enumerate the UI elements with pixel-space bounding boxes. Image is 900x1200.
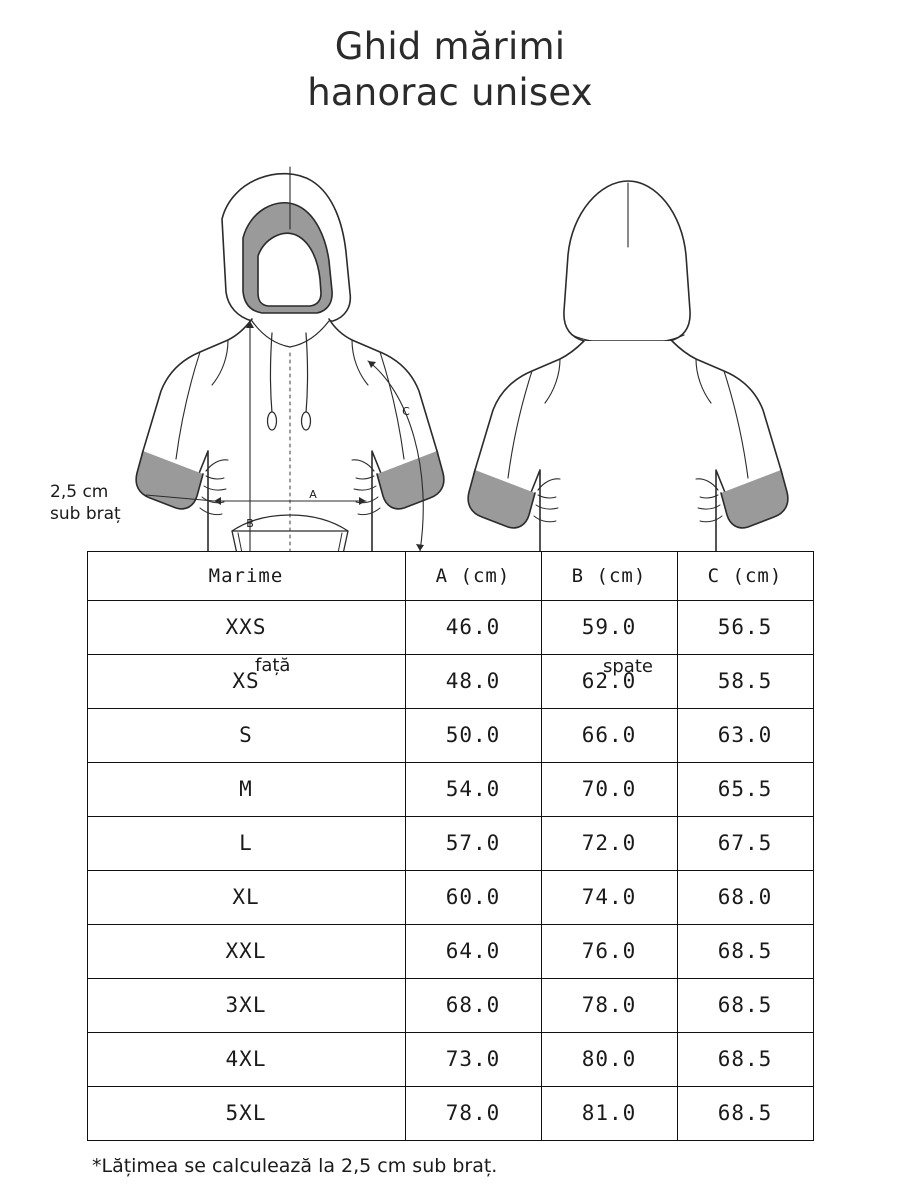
caption-back: spate [603, 655, 653, 677]
cell-b: 72.0 [541, 816, 677, 870]
underarm-annotation [50, 481, 121, 525]
cell-size: XL [87, 870, 405, 924]
cell-a: 64.0 [405, 924, 541, 978]
cell-c: 68.5 [677, 1086, 813, 1140]
cell-b: 80.0 [541, 1032, 677, 1086]
cell-b: 59.0 [541, 600, 677, 654]
cell-size: L [87, 816, 405, 870]
cell-c: 63.0 [677, 708, 813, 762]
underarm-annotation-line-1: 2,5 cm [50, 481, 109, 502]
table-row [87, 978, 813, 1032]
page-title [0, 0, 900, 117]
cell-b: 81.0 [541, 1086, 677, 1140]
table-row [87, 654, 813, 708]
table-header-row [87, 551, 813, 600]
cell-c: 58.5 [677, 654, 813, 708]
cell-c: 68.0 [677, 870, 813, 924]
cell-size: 5XL [87, 1086, 405, 1140]
table-row [87, 1086, 813, 1140]
cell-size: 3XL [87, 978, 405, 1032]
column-header-size: Marime [87, 551, 405, 600]
page-title-line-1: Ghid mărimi [334, 25, 566, 68]
cell-c: 68.5 [677, 978, 813, 1032]
svg-text:B: B [246, 516, 254, 530]
cell-b: 78.0 [541, 978, 677, 1032]
cell-b: 66.0 [541, 708, 677, 762]
column-header-c: C (cm) [677, 551, 813, 600]
footnote: *Lățimea se calculează la 2,5 cm sub braț. [92, 1154, 498, 1177]
cell-size: S [87, 708, 405, 762]
cell-size: M [87, 762, 405, 816]
svg-text:C: C [402, 404, 410, 418]
table-row [87, 1032, 813, 1086]
cell-a: 68.0 [405, 978, 541, 1032]
table-row [87, 708, 813, 762]
cell-size: 4XL [87, 1032, 405, 1086]
table-row [87, 870, 813, 924]
cell-b: 74.0 [541, 870, 677, 924]
cell-c: 68.5 [677, 1032, 813, 1086]
cell-a: 57.0 [405, 816, 541, 870]
caption-front: față [255, 654, 291, 676]
table-row [87, 816, 813, 870]
table-row [87, 924, 813, 978]
cell-c: 68.5 [677, 924, 813, 978]
svg-text:A: A [309, 487, 317, 501]
cell-a: 78.0 [405, 1086, 541, 1140]
cell-a: 73.0 [405, 1032, 541, 1086]
cell-c: 65.5 [677, 762, 813, 816]
cell-b: 76.0 [541, 924, 677, 978]
column-header-a: A (cm) [405, 551, 541, 600]
page-title-line-2: hanorac unisex [307, 71, 593, 115]
cell-a: 54.0 [405, 762, 541, 816]
table-row [87, 762, 813, 816]
cell-a: 60.0 [405, 870, 541, 924]
hoodie-front-view [136, 167, 444, 551]
cell-a: 50.0 [405, 708, 541, 762]
cell-c: 56.5 [677, 600, 813, 654]
cell-b: 70.0 [541, 762, 677, 816]
cell-a: 46.0 [405, 600, 541, 654]
cell-size: XXS [87, 600, 405, 654]
cell-size: XS [87, 654, 405, 708]
column-header-b: B (cm) [541, 551, 677, 600]
hoodie-diagram-svg [0, 121, 900, 551]
underarm-annotation-line-2: sub braț [50, 503, 121, 524]
table-row [87, 600, 813, 654]
cell-b: 62.0 [541, 654, 677, 708]
cell-size: XXL [87, 924, 405, 978]
size-table [87, 551, 814, 1141]
cell-a: 48.0 [405, 654, 541, 708]
cell-c: 67.5 [677, 816, 813, 870]
hoodie-back-view [468, 181, 788, 551]
